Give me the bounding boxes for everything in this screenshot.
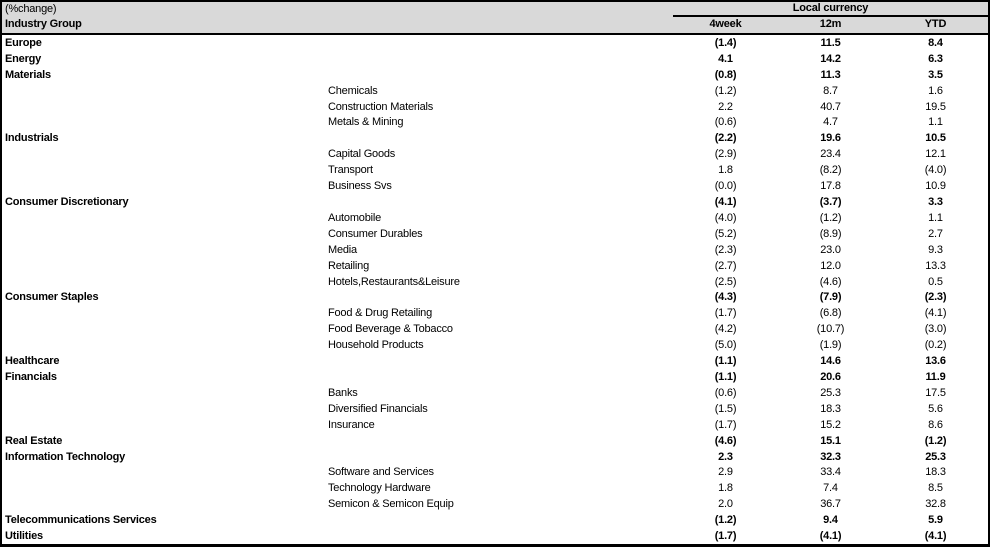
- value-cell: 9.4: [823, 514, 838, 527]
- value-cell: 14.6: [820, 355, 841, 368]
- value-cell: 1.1: [928, 211, 943, 224]
- period-column-headers: [673, 17, 988, 33]
- table-row: [2, 115, 988, 131]
- value-cell: (2.5): [714, 275, 737, 288]
- table-header-left: [2, 2, 673, 33]
- table-row: [2, 449, 988, 465]
- table-row: [2, 274, 988, 290]
- value-cell: 40.7: [820, 100, 841, 113]
- value-cell: 19.5: [925, 100, 946, 113]
- table-row: [2, 433, 988, 449]
- value-cell: 2.3: [718, 450, 733, 463]
- value-cell: 15.1: [820, 434, 841, 447]
- value-cell: (4.1): [924, 530, 947, 543]
- value-cell: 18.3: [925, 466, 946, 479]
- value-cell: 12.0: [820, 259, 841, 272]
- value-cell: (1.1): [714, 355, 737, 368]
- table-row: [2, 321, 988, 337]
- row-label: Household Products: [328, 339, 424, 352]
- value-cell: 12.1: [925, 148, 946, 161]
- value-cell: 11.9: [925, 370, 946, 383]
- value-cell: 7.4: [823, 482, 838, 495]
- value-cell: 36.7: [820, 498, 841, 511]
- value-cell: (5.2): [714, 227, 737, 240]
- industry-group-column-header: Industry Group: [5, 18, 82, 30]
- row-label: Information Technology: [5, 450, 126, 463]
- row-label: Industrials: [5, 132, 59, 145]
- value-cell: 4.1: [718, 52, 733, 65]
- value-cell: 3.3: [928, 196, 943, 209]
- table-row: [2, 67, 988, 83]
- value-cell: 8.5: [928, 482, 943, 495]
- table-row: [2, 146, 988, 162]
- value-cell: (0.6): [714, 116, 737, 129]
- value-cell: (4.1): [819, 530, 842, 543]
- row-label: Construction Materials: [328, 100, 434, 113]
- value-cell: (1.2): [819, 211, 842, 224]
- value-cell: (1.2): [924, 434, 947, 447]
- column-header-12m: 12m: [819, 18, 842, 30]
- value-cell: (10.7): [816, 323, 845, 336]
- value-cell: 17.5: [925, 386, 946, 399]
- value-cell: (1.5): [714, 402, 737, 415]
- value-cell: 6.3: [928, 52, 943, 65]
- value-cell: 18.3: [820, 402, 841, 415]
- value-cell: 8.6: [928, 418, 943, 431]
- table-row: [2, 162, 988, 178]
- row-label: Consumer Discretionary: [5, 196, 129, 209]
- value-cell: (3.0): [924, 323, 947, 336]
- row-label: Energy: [5, 52, 42, 65]
- row-label: Insurance: [328, 418, 375, 431]
- value-cell: 8.7: [823, 84, 838, 97]
- value-cell: 17.8: [820, 180, 841, 193]
- row-label: Healthcare: [5, 355, 60, 368]
- value-cell: 15.2: [820, 418, 841, 431]
- table-row: [2, 35, 988, 51]
- value-cell: (4.6): [714, 434, 737, 447]
- column-header-4week: 4week: [709, 18, 742, 30]
- value-cell: 2.0: [718, 498, 733, 511]
- table-header-right: [673, 2, 988, 33]
- local-currency-group-header: Local currency: [673, 2, 988, 17]
- table-row: [2, 51, 988, 67]
- value-cell: 32.8: [925, 498, 946, 511]
- value-cell: 11.5: [820, 36, 841, 49]
- value-cell: (4.0): [714, 211, 737, 224]
- value-cell: 1.6: [928, 84, 943, 97]
- row-label: Diversified Financials: [328, 402, 428, 415]
- value-cell: (6.8): [819, 307, 842, 320]
- value-cell: (2.9): [714, 148, 737, 161]
- value-cell: (1.7): [714, 530, 737, 543]
- value-cell: 25.3: [820, 386, 841, 399]
- value-cell: (8.2): [819, 164, 842, 177]
- row-label: Media: [328, 243, 357, 256]
- value-cell: 2.2: [718, 100, 733, 113]
- value-cell: 11.3: [820, 68, 841, 81]
- value-cell: (3.7): [819, 196, 842, 209]
- value-cell: 32.3: [820, 450, 841, 463]
- value-cell: 19.6: [820, 132, 841, 145]
- table-row: [2, 226, 988, 242]
- table-row: [2, 369, 988, 385]
- value-cell: (4.6): [819, 275, 842, 288]
- row-label: Transport: [328, 164, 373, 177]
- value-cell: 13.3: [925, 259, 946, 272]
- value-cell: (2.7): [714, 259, 737, 272]
- value-cell: (2.3): [714, 243, 737, 256]
- row-label: Consumer Staples: [5, 291, 99, 304]
- table-body: [2, 35, 988, 544]
- value-cell: (4.1): [924, 307, 947, 320]
- value-cell: 9.3: [928, 243, 943, 256]
- value-cell: (1.7): [714, 418, 737, 431]
- column-header-ytd: YTD: [924, 18, 947, 30]
- table-row: [2, 99, 988, 115]
- table-row: [2, 353, 988, 369]
- table-header: [2, 2, 988, 35]
- row-label: Consumer Durables: [328, 227, 423, 240]
- value-cell: 23.4: [820, 148, 841, 161]
- value-cell: 1.8: [718, 164, 733, 177]
- value-cell: 2.7: [928, 227, 943, 240]
- table-row: [2, 130, 988, 146]
- value-cell: 33.4: [820, 466, 841, 479]
- row-label: Retailing: [328, 259, 370, 272]
- value-cell: (1.1): [714, 370, 737, 383]
- value-cell: 2.9: [718, 466, 733, 479]
- value-cell: (1.2): [714, 514, 737, 527]
- value-cell: 4.7: [823, 116, 838, 129]
- row-label: Capital Goods: [328, 148, 396, 161]
- row-label: Financials: [5, 370, 57, 383]
- table-row: [2, 464, 988, 480]
- table-row: [2, 258, 988, 274]
- value-cell: 10.9: [925, 180, 946, 193]
- value-cell: 8.4: [928, 36, 943, 49]
- row-label: Materials: [5, 68, 51, 81]
- value-cell: (0.8): [714, 68, 737, 81]
- table-row: [2, 242, 988, 258]
- table-row: [2, 210, 988, 226]
- value-cell: 5.9: [928, 514, 943, 527]
- value-cell: (4.2): [714, 323, 737, 336]
- value-cell: (0.6): [714, 386, 737, 399]
- value-cell: (2.3): [924, 291, 947, 304]
- table-row: [2, 528, 988, 544]
- value-cell: (1.7): [714, 307, 737, 320]
- row-label: Utilities: [5, 530, 43, 543]
- row-label: Banks: [328, 386, 358, 399]
- value-cell: (0.2): [924, 339, 947, 352]
- table-row: [2, 480, 988, 496]
- row-label: Business Svs: [328, 180, 392, 193]
- value-cell: 1.1: [928, 116, 943, 129]
- value-cell: (8.9): [819, 227, 842, 240]
- row-label: Food & Drug Retailing: [328, 307, 433, 320]
- table-row: [2, 512, 988, 528]
- value-cell: 1.8: [718, 482, 733, 495]
- table-row: [2, 417, 988, 433]
- table-row: [2, 290, 988, 306]
- row-label: Real Estate: [5, 434, 63, 447]
- value-cell: (1.4): [714, 36, 737, 49]
- table-row: [2, 496, 988, 512]
- table-row: [2, 83, 988, 99]
- value-cell: 3.5: [928, 68, 943, 81]
- value-cell: (4.3): [714, 291, 737, 304]
- row-label: Automobile: [328, 211, 382, 224]
- value-cell: 10.5: [925, 132, 946, 145]
- row-label: Hotels,Restaurants&Leisure: [328, 275, 460, 288]
- table-row: [2, 401, 988, 417]
- table-row: [2, 385, 988, 401]
- row-label: Software and Services: [328, 466, 434, 479]
- row-label: Technology Hardware: [328, 482, 431, 495]
- value-cell: (7.9): [819, 291, 842, 304]
- value-cell: 23.0: [820, 243, 841, 256]
- table-row: [2, 337, 988, 353]
- value-cell: (1.9): [819, 339, 842, 352]
- value-cell: 0.5: [928, 275, 943, 288]
- value-cell: (2.2): [714, 132, 737, 145]
- row-label: Semicon & Semicon Equip: [328, 498, 454, 511]
- row-label: Telecommunications Services: [5, 514, 157, 527]
- row-label: Chemicals: [328, 84, 378, 97]
- value-cell: 14.2: [820, 52, 841, 65]
- value-cell: 20.6: [820, 370, 841, 383]
- table-row: [2, 194, 988, 210]
- row-label: Europe: [5, 36, 42, 49]
- value-cell: 13.6: [925, 355, 946, 368]
- row-label: Food Beverage & Tobacco: [328, 323, 453, 336]
- row-label: Metals & Mining: [328, 116, 404, 129]
- value-cell: (5.0): [714, 339, 737, 352]
- value-cell: (1.2): [714, 84, 737, 97]
- value-cell: 5.6: [928, 402, 943, 415]
- value-cell: (4.0): [924, 164, 947, 177]
- table-row: [2, 305, 988, 321]
- value-cell: 25.3: [925, 450, 946, 463]
- value-cell: (0.0): [714, 180, 737, 193]
- table-row: [2, 178, 988, 194]
- percent-change-label: (%change): [5, 3, 57, 15]
- value-cell: (4.1): [714, 196, 737, 209]
